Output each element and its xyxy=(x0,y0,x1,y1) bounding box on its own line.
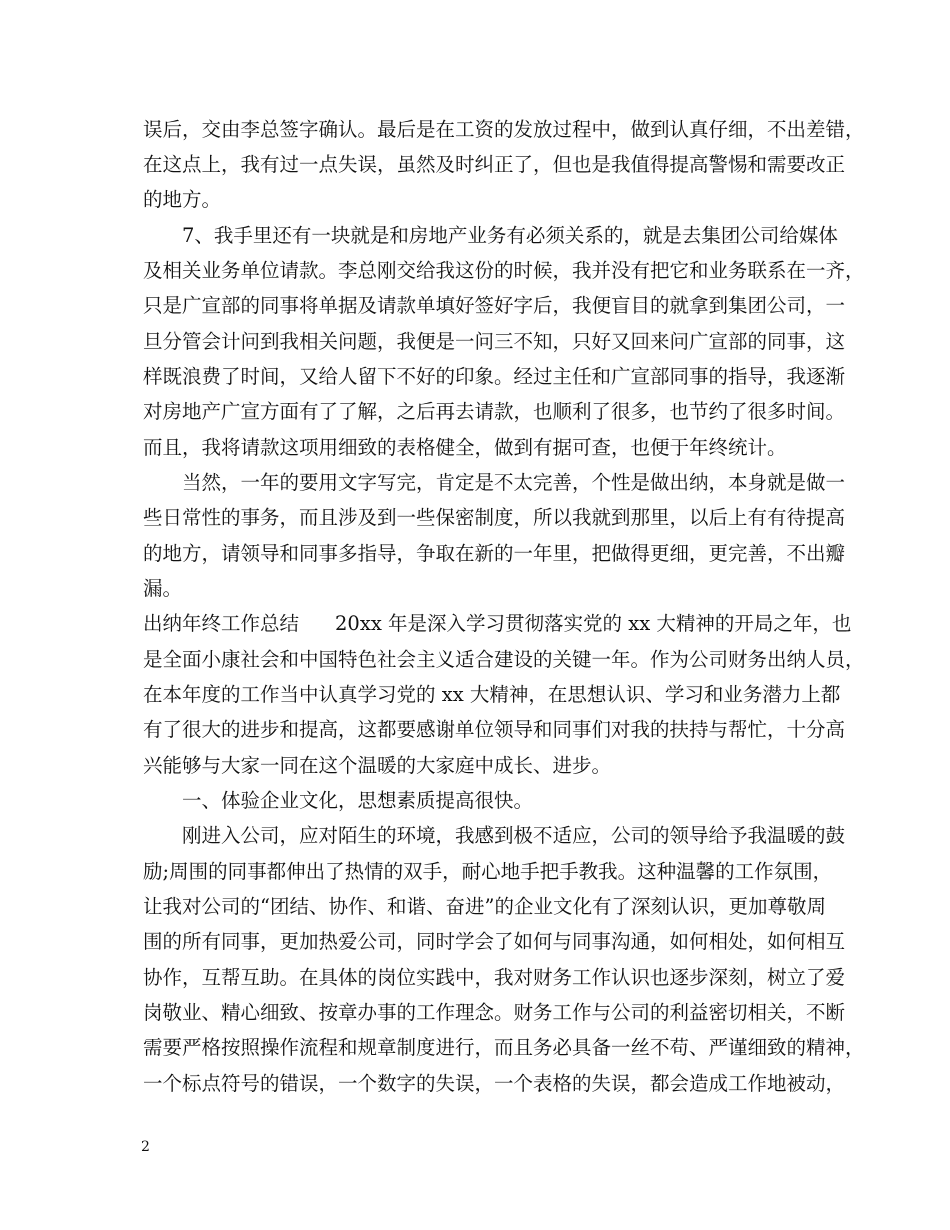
text-line: 励;周围的同事都伸出了热情的双手，耐心地手把手教我。这种温馨的工作氛围， xyxy=(143,860,833,883)
text-line: 旦分管会计问到我相关问题，我便是一问三不知，只好又回来问广宣部的同事，这 xyxy=(143,330,846,353)
text-line: 而且，我将请款这项用细致的表格健全，做到有据可查，也便于年终统计。 xyxy=(143,436,787,459)
section-title-line xyxy=(143,612,851,636)
text-line: 对房地产广宣方面有了了解，之后再去请款，也顺利了很多，也节约了很多时间。 xyxy=(143,400,846,423)
text-line: 围的所有同事，更加热爱公司，同时学会了如何与同事沟通，如何相处，如何相互 xyxy=(143,930,846,953)
section-title: 出纳年终工作总结 xyxy=(143,612,300,635)
text-line: 需要严格按照操作流程和规章制度进行，而且务必具备一丝不苟、严谨细致的精神， xyxy=(143,1036,865,1059)
text-line: 误后，交由李总签字确认。最后是在工资的发放过程中，做到认真仔细，不出差错， xyxy=(143,118,865,141)
text-line: 的地方。 xyxy=(143,188,222,211)
text-line: 一、体验企业文化，思想素质提高很快。 xyxy=(143,789,534,812)
text-line: 岗敬业、精心细致、按章办事的工作理念。财务工作与公司的利益密切相关，不断 xyxy=(143,1001,846,1024)
text-line: 在本年度的工作当中认真学习党的 xx 大精神，在思想认识、学习和业务潜力上都 xyxy=(143,683,841,706)
text-line: 7、我手里还有一块就是和房地产业务有必须关系的，就是去集团公司给媒体 xyxy=(143,224,838,247)
text-line: 的地方，请领导和同事多指导，争取在新的一年里，把做得更细，更完善，不出瓣 xyxy=(143,542,846,565)
text-line: 在这点上，我有过一点失误，虽然及时纠正了，但也是我值得提高警惕和需要改正 xyxy=(143,153,846,176)
text-line: 协作，互帮互助。在具体的岗位实践中，我对财务工作认识也逐步深刻，树立了爱 xyxy=(143,966,846,989)
text-line: 些日常性的事务，而且涉及到一些保密制度，所以我就到那里，以后上有有待提高 xyxy=(143,506,846,529)
text-line: 20xx 年是深入学习贯彻落实党的 xx 大精神的开局之年，也 xyxy=(335,612,852,635)
text-line: 有了很大的进步和提高，这都要感谢单位领导和同事们对我的扶持与帮忙，十分高 xyxy=(143,718,846,741)
text-line: 只是广宣部的同事将单据及请款单填好签好字后，我便盲目的就拿到集团公司，一 xyxy=(143,294,846,317)
text-line: 一个标点符号的错误，一个数字的失误，一个表格的失误，都会造成工作地被动， xyxy=(143,1072,846,1095)
text-line: 让我对公司的“团结、协作、和谐、奋进”的企业文化有了深刻认识，更加尊敬周 xyxy=(143,895,826,918)
text-line: 及相关业务单位请款。李总刚交给我这份的时候，我并没有把它和业务联系在一齐， xyxy=(143,259,865,282)
page-number: 2 xyxy=(141,1139,150,1155)
text-line: 当然，一年的要用文字写完，肯定是不太完善，个性是做出纳，本身就是做一 xyxy=(143,471,846,494)
text-line: 是全面小康社会和中国特色社会主义适合建设的关键一年。作为公司财务出纳人员， xyxy=(143,648,865,671)
text-line: 样既浪费了时间，又给人留下不好的印象。经过主任和广宣部同事的指导，我逐渐 xyxy=(143,365,846,388)
text-line: 兴能够与大家一同在这个温暖的大家庭中成长、进步。 xyxy=(143,754,612,777)
text-line: 刚进入公司，应对陌生的环境，我感到极不适应，公司的领导给予我温暖的鼓 xyxy=(143,824,846,847)
text-line: 漏。 xyxy=(143,577,183,600)
